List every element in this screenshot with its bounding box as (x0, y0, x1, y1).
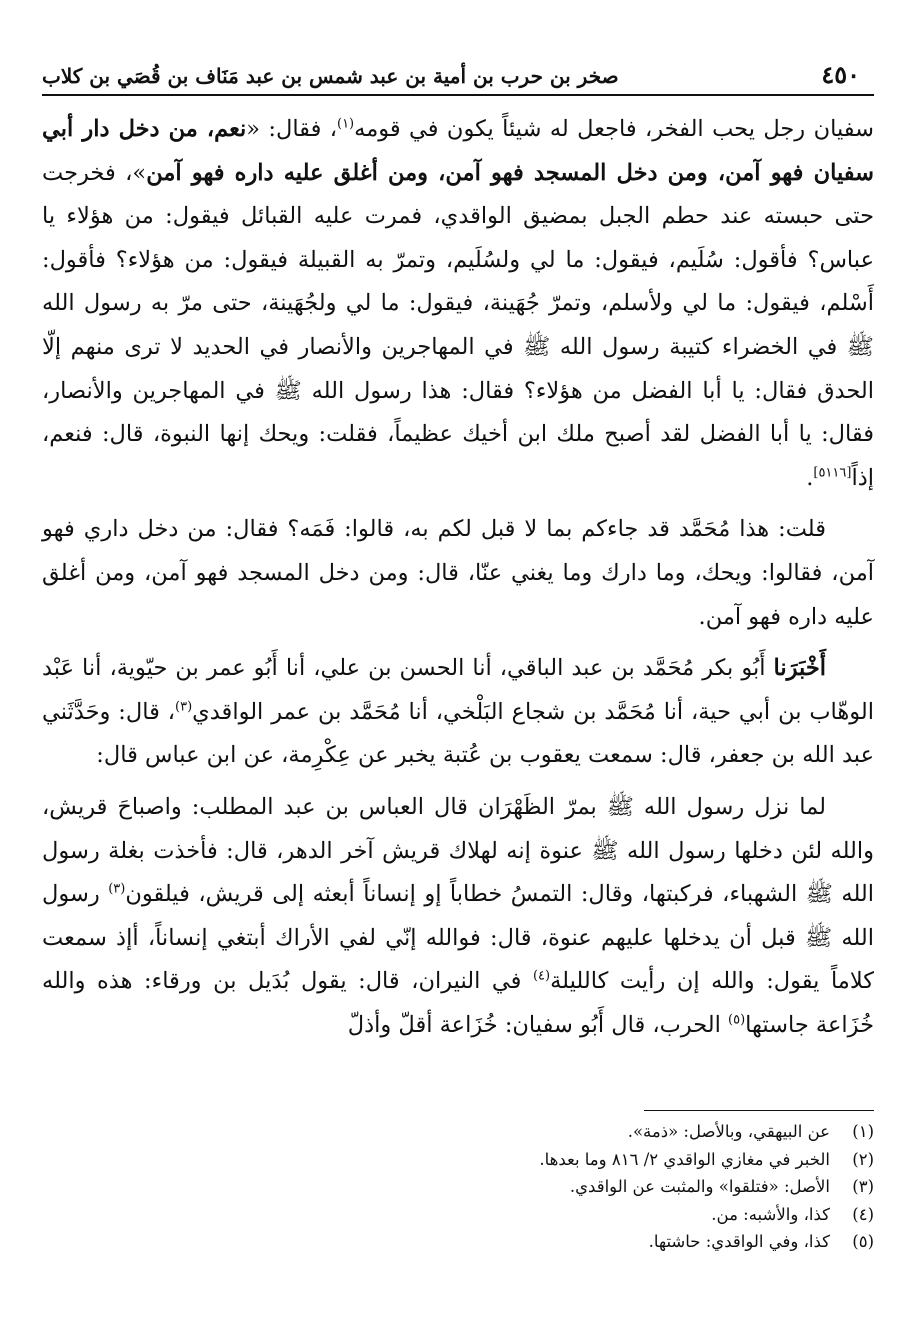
main-text (42, 108, 874, 1047)
paragraph (42, 508, 874, 639)
text-segment: الحرب، قال أَبُو سفيان: خُزَاعة أقلّ وأذلّ (347, 1011, 728, 1038)
text-segment: . (806, 464, 814, 491)
footnote-text: كذا، وفي الواقدي: حاشتها. (648, 1232, 830, 1251)
text-segment: قلت: هذا مُحَمَّد قد جاءكم بما لا قبل لكم به، قالوا: فَمَه؟ فقال: من دخل داري فهو آمن، فقالوا: ويحك، وما دارك وما يغني عنّا، قال: ومن دخل المسجد فهو آمن، ومن أغلق عليه داره فهو آمن. (42, 516, 874, 630)
page-number: ٤٥٠ (821, 60, 860, 89)
footnote-divider (644, 1110, 874, 1111)
footnote-reference: (٣) (175, 699, 193, 715)
footnote-reference: (٤) (532, 968, 551, 984)
footnote-reference: (١) (336, 116, 355, 132)
text-segment: سفيان رجل يحب الفخر، فاجعل له شيئاً يكون في قومه (354, 116, 874, 142)
footnote-number: (٤) (852, 1204, 874, 1224)
footnote-number: (٢) (852, 1149, 874, 1169)
header-divider (42, 94, 874, 96)
footnote-reference: (٥) (728, 1012, 746, 1028)
footnotes (42, 1118, 874, 1256)
paragraph (42, 786, 874, 1048)
bold-text: نعم، من دخل دار أبي سفيان فهو آمن، ومن دخل المسجد فهو آمن، ومن أغلق عليه داره فهو آمن (42, 116, 874, 186)
footnote-number: (١) (852, 1122, 874, 1141)
footnote (42, 1201, 874, 1229)
text-segment: رسول الله ﷺ قبل أن يدخلها عليهم عنوة، قال: فوالله إنّي لفي الأراك أبتغي إنساناً، أإذ سمعت كلاماً يقول: والله إن رأيت كالليلة (42, 881, 875, 995)
footnote (42, 1146, 874, 1174)
text-segment: »، فخرجت حتى حبسته عند حطم الجبل بمضيق الواقدي، فمرت عليه القبائل فيقول: من هؤلاء يا عباس؟ فأقول: سُلَيم، فيقول: ما لي ولسُلَيم، وتمرّ به القبيلة فيقول: من هؤلاء؟ فأقول: أَسْلم، فيقول: ما لي ولأسلم، وتمرّ جُهَينة، فيقول: ما لي ولجُهَينة، حتى مرّ به رسول الله ﷺ في الخضراء كتيبة رسول الله ﷺ في المهاجرين والأنصار في الحديد لا ترى منهم إلّا الحدق فقال: يا أبا الفضل من هؤلاء؟ فقال: هذا رسول الله ﷺ في المهاجرين والأنصار، فقال: يا أبا الفضل لقد أصبح ملك ابن أخيك عظيماً، فقلت: ويحك إنها النبوة، قال: فنعم، إذاً (42, 159, 874, 491)
bold-text: أَخْبَرَنا (773, 655, 826, 682)
footnote-reference: [٥١١٦] (813, 465, 852, 481)
running-title: صخر بن حرب بن أمية بن عبد شمس بن عبد مَنَاف بن قُصَي بن كلاب (42, 64, 619, 88)
paragraph (42, 108, 874, 500)
footnote (42, 1173, 874, 1201)
paragraph (42, 647, 874, 778)
text-segment: ، فقال: « (246, 116, 337, 142)
footnote-number: (٥) (852, 1232, 874, 1251)
text-segment: أَبُو بكر مُحَمَّد بن عبد الباقي، أنا الحسن بن علي، أنا أَبُو عمر بن حيّوية، أنا عَبْد الوهّاب بن أبي حية، أنا مُحَمَّد بن شجاع البَلْخي، أنا مُحَمَّد بن عمر الواقدي (42, 655, 874, 725)
footnote-text: الخبر في مغازي الواقدي ٢/ ٨١٦ وما بعدها. (539, 1149, 830, 1169)
footnote-text: الأصل: «فتلقوا» والمثبت عن الواقدي. (569, 1177, 830, 1196)
footnote (42, 1118, 874, 1146)
footnote (42, 1228, 874, 1256)
footnote-number: (٣) (852, 1177, 874, 1196)
footnote-text: كذا، والأشبه: من. (711, 1204, 830, 1224)
page-header (42, 58, 872, 94)
footnote-text: عن البيهقي، وبالأصل: «ذمة». (627, 1122, 830, 1141)
text-segment: لما نزل رسول الله ﷺ بمرّ الظَهْرَان قال العباس بن عبد المطلب: واصباحَ قريش، والله لئن دخلها رسول الله ﷺ عنوة إنه لهلاك قريش آخر الدهر، قال: فأخذت بغلة رسول الله ﷺ الشهباء، فركبتها، وقال: التمسُ خطاباً إو إنساناً أبعثه إلى قريش، فيلقون (42, 793, 874, 908)
text-segment: ، قال: وحَدَّثَني عبد الله بن جعفر، قال: سمعت يعقوب بن عُتبة يخبر عن عِكْرِمة، عن ابن عباس قال: (42, 698, 874, 769)
text-segment: في النيران، قال: يقول بُدَيل بن ورقاء: هذه والله خُزَاعة جاستها (42, 968, 874, 1038)
footnote-reference: (٣) (108, 881, 126, 897)
